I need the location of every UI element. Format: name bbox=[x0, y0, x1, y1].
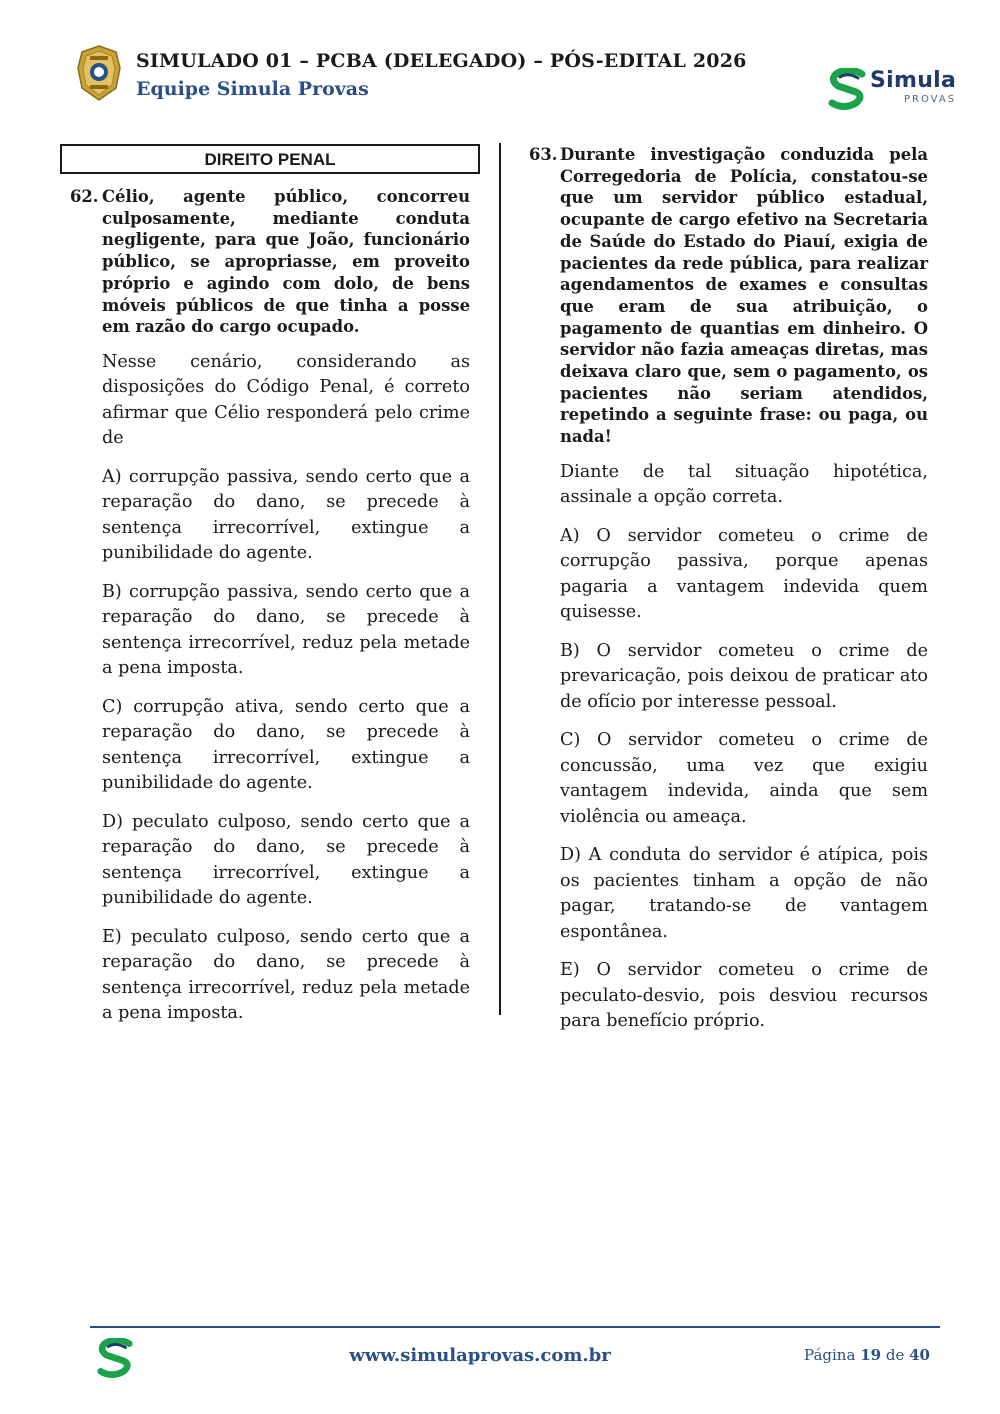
column-divider bbox=[499, 143, 501, 1015]
website-link[interactable]: www.simulaprovas.com.br bbox=[349, 1345, 611, 1366]
option-e[interactable]: E) O servidor cometeu o crime de peculato-desvio, pois desviou recursos para benefício próprio. bbox=[560, 960, 928, 1032]
simula-s-logo-icon bbox=[828, 68, 866, 110]
question-63 bbox=[520, 144, 928, 1035]
question-stem bbox=[60, 186, 470, 338]
option-b[interactable]: B) corrupção passiva, sendo certo que a reparação do dano, se precede à sentença irrecorrível, reduz pela metade a pena imposta. bbox=[102, 581, 470, 679]
brand-name: Simula bbox=[870, 68, 957, 93]
option-e[interactable]: E) peculato culposo, sendo certo que a reparação do dano, se precede à sentença irrecorrível, reduz pela metade a pena imposta. bbox=[102, 926, 470, 1024]
option-d[interactable]: D) peculato culposo, sendo certo que a reparação do dano, se precede à sentença irrecorrível, extingue a punibilidade do agente. bbox=[102, 811, 470, 909]
page-label: Página bbox=[804, 1346, 856, 1364]
question-62 bbox=[60, 186, 470, 1027]
option-c[interactable]: C) corrupção ativa, sendo certo que a reparação do dano, se precede à sentença irrecorrível, extingue a punibilidade do agente. bbox=[102, 696, 470, 794]
page-current: 19 bbox=[860, 1346, 882, 1364]
option-a[interactable]: A) corrupção passiva, sendo certo que a reparação do dano, se precede à sentença irrecorrível, extingue a punibilidade do agente. bbox=[102, 466, 470, 564]
question-stem-text: Durante investigação conduzida pela Corregedoria de Polícia, constatou-se que um servidor público estadual, ocupante de cargo efetivo na Secretaria de Saúde do Estado do Piauí, exigia de pacientes da rede pública, para realizar agendamentos de exames e consultas que eram de sua atribuição, o pagamento de quantias em dinheiro. O servidor não fazia ameaças diretas, mas deixava claro que, sem o pagamento, os pacientes não seriam atendidos, repetindo a seguinte frase: ou paga, ou nada! bbox=[560, 145, 928, 447]
option-a[interactable]: A) O servidor cometeu o crime de corrupção passiva, porque apenas pagaria a vantagem indevida quem quisesse. bbox=[560, 525, 928, 623]
document-title: SIMULADO 01 – PCBA (DELEGADO) – PÓS-EDITAL 2026 bbox=[136, 50, 747, 72]
question-number: 62. bbox=[70, 187, 99, 206]
brand-subtitle: PROVAS bbox=[904, 94, 957, 105]
page-header bbox=[0, 0, 1000, 120]
option-c[interactable]: C) O servidor cometeu o crime de concussão, uma vez que exigiu vantagem indevida, ainda que sem violência ou ameaça. bbox=[560, 730, 928, 827]
footer-divider bbox=[90, 1326, 940, 1328]
option-d[interactable]: D) A conduta do servidor é atípica, pois os pacientes tinham a opção de não pagar, tratando-se de vantagem espontânea. bbox=[560, 845, 928, 942]
document-subtitle: Equipe Simula Provas bbox=[136, 78, 369, 100]
option-b[interactable]: B) O servidor cometeu o crime de prevaricação, pois deixou de praticar ato de ofício por interesse pessoal. bbox=[560, 640, 928, 712]
page-number bbox=[804, 1346, 930, 1364]
page-total: 40 bbox=[909, 1346, 930, 1364]
simula-provas-logo bbox=[828, 68, 958, 112]
page-of: de bbox=[885, 1346, 905, 1364]
question-prompt: Nesse cenário, considerando as disposições do Código Penal, é correto afirmar que Célio responderá pelo crime de bbox=[102, 351, 470, 449]
question-number: 63. bbox=[529, 145, 558, 164]
section-heading bbox=[60, 144, 480, 174]
question-stem bbox=[520, 144, 928, 448]
question-prompt: Diante de tal situação hipotética, assinale a opção correta. bbox=[560, 461, 928, 508]
section-heading-text: DIREITO PENAL bbox=[204, 150, 336, 169]
police-badge-icon bbox=[76, 44, 122, 102]
question-stem-text: Célio, agente público, concorreu culposamente, mediante conduta negligente, para que João, funcionário público, se apropriasse, em proveito próprio e agindo com dolo, de bens móveis públicos de que tinha a posse em razão do cargo ocupado. bbox=[102, 187, 470, 337]
